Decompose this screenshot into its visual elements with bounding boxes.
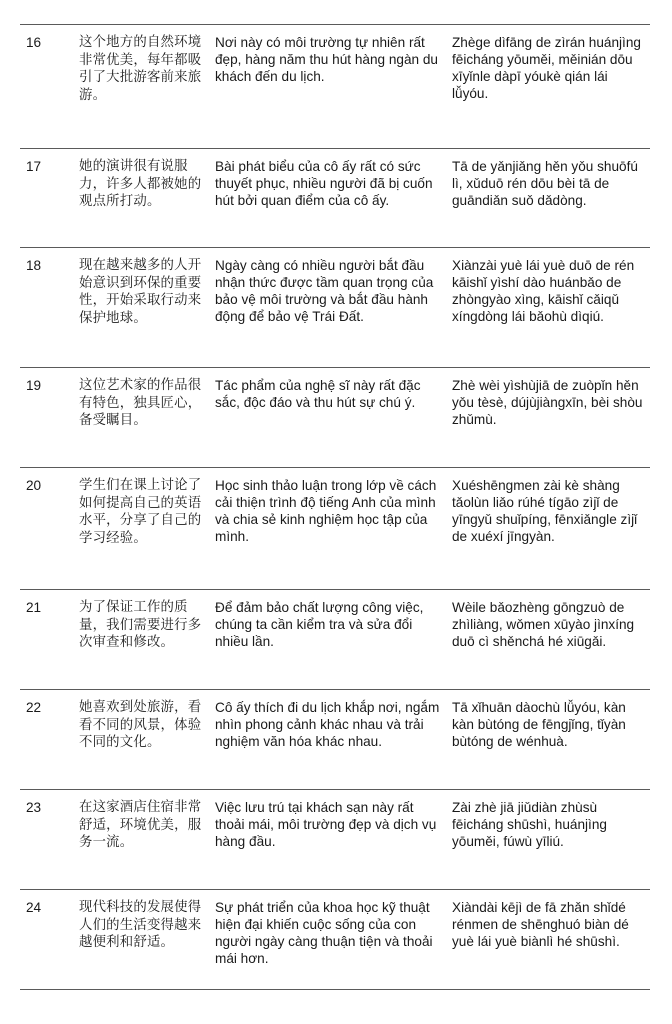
pinyin-transcription: Xiàndài kējì de fā zhǎn shǐdé rénmen de shēnghuó biàn dé yuè lái yuè biànlì hé shūshì. — [452, 900, 629, 949]
row-number: 23 — [26, 800, 42, 815]
row-number: 18 — [26, 258, 42, 273]
row-number: 16 — [26, 35, 42, 50]
vocabulary-table — [20, 24, 650, 990]
chinese-sentence: 在这家酒店住宿非常舒适，环境优美，服务一流。 — [79, 800, 202, 850]
chinese-sentence: 这个地方的自然环境非常优美，每年都吸引了大批游客前来旅游。 — [79, 35, 202, 103]
vietnamese-translation: Để đảm bảo chất lượng công việc, chúng ta cần kiểm tra và sửa đổi nhiều lần. — [215, 600, 424, 649]
chinese-sentence: 学生们在课上讨论了如何提高自己的英语水平，分享了自己的学习经验。 — [79, 478, 202, 546]
table-row — [20, 149, 650, 248]
pinyin-transcription: Xiànzài yuè lái yuè duō de rén kāishǐ yìshí dào huánbǎo de zhòngyào xìng, kāishǐ cǎiqǔ xíngdòng lái bǎohù dìqiú. — [452, 258, 635, 324]
row-number: 24 — [26, 900, 42, 915]
chinese-sentence: 现代科技的发展使得人们的生活变得越来越便利和舒适。 — [79, 900, 202, 950]
table-row — [20, 890, 650, 990]
table-row — [20, 468, 650, 590]
table-row — [20, 25, 650, 149]
vietnamese-translation: Ngày càng có nhiều người bắt đầu nhận thức được tầm quan trọng của bảo vệ môi trường và bắt đầu hành động để bảo vệ Trái Đất. — [215, 258, 434, 324]
pinyin-transcription: Xuéshēngmen zài kè shàng tǎolùn liǎo rúhé tígāo zìjǐ de yīngyǔ shuǐpíng, fēnxiǎngle zìjǐ de xuéxí jīngyàn. — [452, 478, 638, 544]
table-row — [20, 690, 650, 790]
vietnamese-translation: Bài phát biểu của cô ấy rất có sức thuyết phục, nhiều người đã bị cuốn hút bởi quan điểm của cô ấy. — [215, 159, 433, 208]
chinese-sentence: 现在越来越多的人开始意识到环保的重要性，开始采取行动来保护地球。 — [79, 258, 202, 326]
vietnamese-translation: Cô ấy thích đi du lịch khắp nơi, ngắm nhìn phong cảnh khác nhau và trải nghiệm văn hóa khác nhau. — [215, 700, 440, 749]
chinese-sentence: 她的演讲很有说服力，许多人都被她的观点所打动。 — [79, 159, 202, 209]
row-number: 20 — [26, 478, 42, 493]
vietnamese-translation: Sự phát triển của khoa học kỹ thuật hiện đại khiến cuộc sống của con người ngày càng thuận tiện và thoải mái hơn. — [215, 900, 433, 966]
vietnamese-translation: Học sinh thảo luận trong lớp về cách cải thiện trình độ tiếng Anh của mình và chia sẻ kinh nghiệm học tập của mình. — [215, 478, 437, 544]
table-row — [20, 590, 650, 690]
chinese-sentence: 她喜欢到处旅游，看看不同的风景，体验不同的文化。 — [79, 700, 202, 750]
pinyin-transcription: Tā de yǎnjiǎng hěn yǒu shuōfú lì, xǔduō rén dōu bèi tā de guāndiǎn suǒ dǎdòng. — [452, 159, 638, 208]
pinyin-transcription: Wèile bǎozhèng gōngzuò de zhìliàng, wǒmen xūyào jìnxíng duō cì shěnchá hé xiūgǎi. — [452, 600, 635, 649]
chinese-sentence: 为了保证工作的质量，我们需要进行多次审查和修改。 — [79, 600, 202, 650]
table-row — [20, 790, 650, 890]
vietnamese-translation: Việc lưu trú tại khách sạn này rất thoải mái, môi trường đẹp và dịch vụ hàng đầu. — [215, 800, 437, 849]
table-row — [20, 248, 650, 368]
row-number: 19 — [26, 378, 42, 393]
chinese-sentence: 这位艺术家的作品很有特色，独具匠心，备受瞩目。 — [79, 378, 202, 428]
pinyin-transcription: Zài zhè jiā jiǔdiàn zhùsù fēicháng shūshì, huánjìng yōuměi, fúwù yīliú. — [452, 800, 607, 849]
row-number: 17 — [26, 159, 42, 174]
row-number: 22 — [26, 700, 42, 715]
vietnamese-translation: Nơi này có môi trường tự nhiên rất đẹp, hàng năm thu hút hàng ngàn du khách đến du lịch. — [215, 35, 438, 84]
pinyin-transcription: Zhè wèi yìshùjiā de zuòpǐn hěn yǒu tèsè, dújùjiàngxīn, bèi shòu zhǔmù. — [452, 378, 643, 427]
pinyin-transcription: Zhège dìfāng de zìrán huánjìng fēicháng yōuměi, měinián dōu xīyǐnle dàpī yóukè qián lái lǚyóu. — [452, 35, 641, 101]
vietnamese-translation: Tác phẩm của nghệ sĩ này rất đặc sắc, độc đáo và thu hút sự chú ý. — [215, 378, 421, 410]
table-row — [20, 368, 650, 468]
row-number: 21 — [26, 600, 42, 615]
pinyin-transcription: Tā xǐhuān dàochù lǚyóu, kàn kàn bùtóng de fēngjǐng, tǐyàn bùtóng de wénhuà. — [452, 700, 626, 749]
